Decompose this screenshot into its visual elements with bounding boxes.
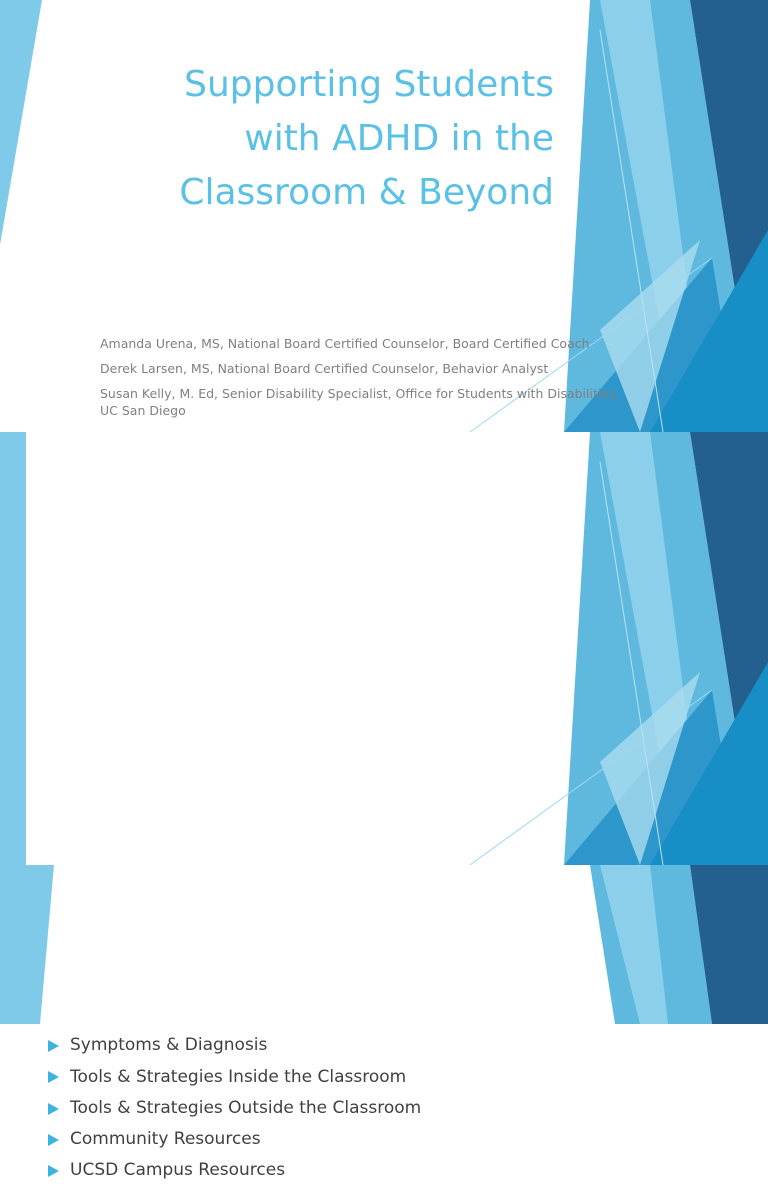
slide-3 (0, 865, 768, 1024)
bullet-item (48, 1062, 421, 1093)
author-item: Derek Larsen, MS, National Board Certified Counselor, Behavior Analyst (100, 361, 549, 376)
slide-2 (0, 432, 768, 1181)
title-line: with ADHD in the (244, 118, 554, 159)
bullet-text: Tools & Strategies Outside the Classroom (70, 1097, 422, 1118)
triangle-bullet-icon (48, 1040, 59, 1052)
bullet-item (48, 1093, 421, 1124)
bullet-list (48, 999, 421, 1187)
triangle-bullet-icon (48, 1103, 59, 1115)
author-list (100, 335, 620, 427)
slide-3-decoration (0, 865, 768, 1024)
slide-2-decoration (0, 432, 768, 865)
title-line: Classroom & Beyond (179, 172, 554, 213)
slide-1 (0, 0, 768, 432)
triangle-bullet-icon (48, 1134, 59, 1146)
bullet-text: Symptoms & Diagnosis (70, 1035, 268, 1056)
bullet-text: UCSD Campus Resources (70, 1160, 286, 1181)
bullet-item (48, 1155, 421, 1186)
author-item: Susan Kelly, M. Ed, Senior Disability Specialist, Office for Students with Disabilities, UC San Diego (100, 386, 620, 418)
bullet-text: Community Resources (70, 1129, 261, 1150)
bullet-item (48, 1124, 421, 1155)
triangle-bullet-icon (48, 1071, 59, 1083)
bullet-item (48, 1030, 421, 1061)
triangle-bullet-icon (48, 1165, 59, 1177)
title-line: Supporting Students (184, 64, 554, 105)
slide-1-title (34, 58, 554, 220)
bullet-text: Tools & Strategies Inside the Classroom (70, 1066, 407, 1087)
author-item: Amanda Urena, MS, National Board Certified Counselor, Board Certified Coach (100, 336, 590, 351)
